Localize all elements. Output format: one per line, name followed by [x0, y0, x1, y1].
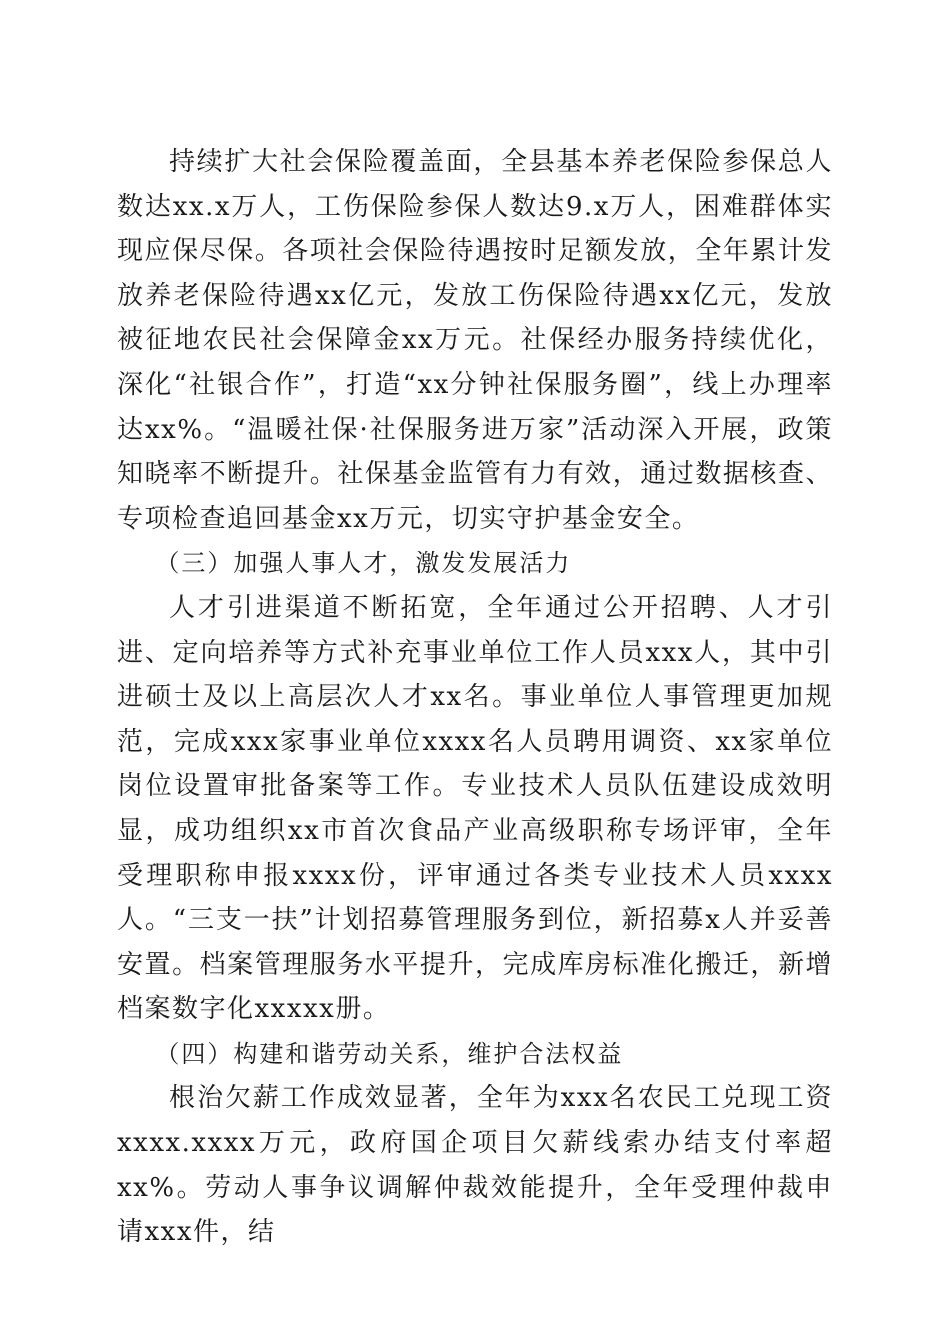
paragraph-personnel-talent: 人才引进渠道不断拓宽，全年通过公开招聘、人才引进、定向培养等方式补充事业单位工作人员xxx人，其中引进硕士及以上高层次人才xx名。事业单位人事管理更加规范，完成xxx家事业单位xxxx名人员聘用调资、xx家单位岗位设置审批备案等工作。专业技术人员队伍建设成效明显，成功组织xx市首次食品产业高级职称专场评审，全年受理职称申报xxxx份，评审通过各类专业技术人员xxxx人。“三支一扶”计划招募管理服务到位，新招募x人并妥善安置。档案管理服务水平提升，完成库房标准化搬迁，新增档案数字化xxxxx册。 [117, 592, 833, 1025]
section-heading-4: （四）构建和谐劳动关系，维护合法权益 [155, 1039, 624, 1068]
section-heading-3: （三）加强人事人才，激发发展活力 [155, 549, 572, 578]
paragraph-labor-relations: 根治欠薪工作成效显著，全年为xxx名农民工兑现工资xxxx.xxxx万元，政府国企项目欠薪线索办结支付率超xx%。劳动人事争议调解仲裁效能提升，全年受理仲裁申请xxx件，结 [117, 1083, 833, 1248]
paragraph-social-insurance: 持续扩大社会保险覆盖面，全县基本养老保险参保总人数达xx.x万人，工伤保险参保人数达9.x万人，困难群体实现应保尽保。各项社会保险待遇按时足额发放，全年累计发放养老保险待遇xx亿元，发放工伤保险待遇xx亿元，发放被征地农民社会保障金xx万元。社保经办服务持续优化，深化“社银合作”，打造“xx分钟社保服务圈”，线上办理率达xx%。“温暖社保·社保服务进万家”活动深入开展，政策知晓率不断提升。社保基金监管有力有效，通过数据核查、专项检查追回基金xx万元，切实守护基金安全。 [117, 147, 833, 534]
document-body [117, 140, 833, 1255]
